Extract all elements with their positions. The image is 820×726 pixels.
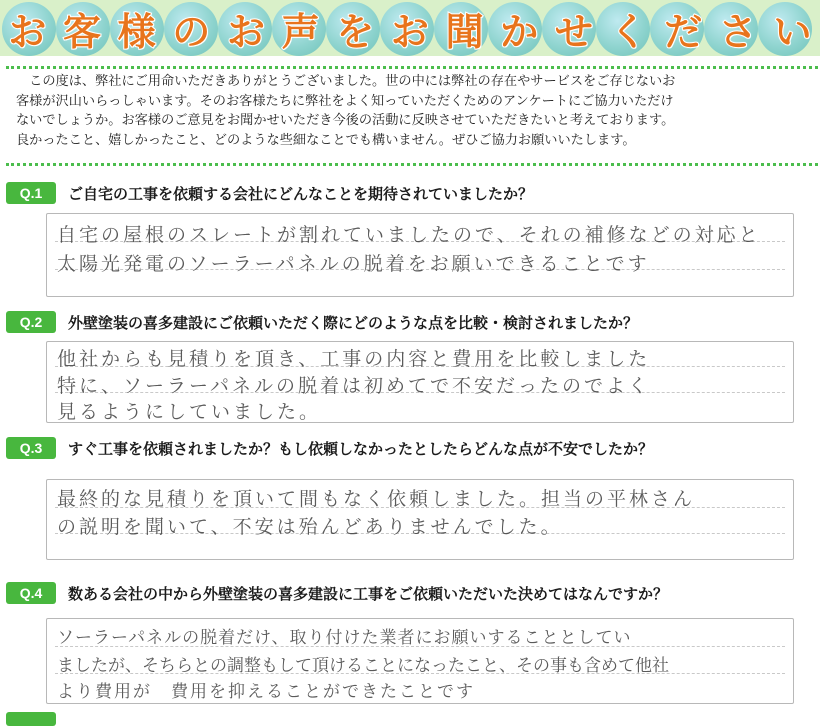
question-badge-1: Q.1 [6,182,56,204]
title-char: く [609,9,648,54]
title-char: を [336,9,375,54]
handwritten-line: 最終的な見積りを頂いて間もなく依頼しました。担当の平林さん [57,488,696,510]
title-char: 様 [117,9,156,54]
answer-box-2 [46,341,794,423]
question-text-4: 数ある会社の中から外壁塗装の喜多建設に工事をご依頼いただいた決めてはなんですか？ [68,585,669,603]
title-char: だ [664,9,703,54]
intro-line: ないでしょうか。お客様のご意見をお聞かせいただき今後の活動に反映させていただきたいと考えております。 [16,113,675,128]
header-band [0,0,820,56]
title-char: 客 [62,9,101,54]
answer-box-4 [46,618,794,704]
handwritten-line: 特に、ソーラーパネルの脱着は初めてで不安だったのでよく [57,375,651,397]
handwritten-line: 太陽光発電のソーラーパネルの脱着をお願いできることです [57,253,650,275]
handwritten-line: 自宅の屋根のスレートが割れていましたので、それの補修などの対応と [57,224,761,246]
handwritten-line: より費用が 費用を抑えることができたことです [57,682,475,702]
question-badge-3: Q.3 [6,437,56,459]
question-text-3: すぐ工事を依頼されましたか？もし依頼しなかったとしたらどんな点が不安でしたか？ [68,440,654,458]
handwritten-line: の説明を聞いて、不安は殆んどありませんでした。 [57,516,563,538]
question-badge-4: Q.4 [6,582,56,604]
intro-line: 良かったこと、嬉しかったこと、どのような些細なことでも構いません。ぜひご協力お願いいたします。 [16,132,636,148]
intro-line: この度は、弊社にご用命いただきありがとうございました。世の中には弊社の存在やサービスをご存じないお [16,74,676,89]
intro-line: 客様が沢山いらっしゃいます。そのお客様たちに弊社をよく知っていただくためのアンケートにご協力いただけ [16,93,674,109]
question-text-2: 外壁塗装の喜多建設にご依頼いただく際にどのような点を比較・検討されましたか？ [68,314,639,332]
intro-text [16,72,820,150]
title-char: 聞 [445,9,484,54]
title-char: お [8,9,47,54]
answer-box-3 [46,479,794,560]
question-text-1: ご自宅の工事を依頼する会社にどんなことを期待されていましたか？ [68,185,534,203]
handwritten-line: 他社からも見積りを頂き、工事の内容と費用を比較しました [57,348,651,370]
title-char: い [773,9,812,54]
answer-box-1 [46,213,794,297]
title-char: の [172,9,211,54]
question-badge-2: Q.2 [6,311,56,333]
title-char: お [390,9,429,54]
next-question-badge [6,712,56,726]
page-title [0,2,820,54]
title-char: 声 [281,9,320,54]
handwritten-line: 見るようにしていました。 [57,401,322,423]
title-char: さ [718,9,757,54]
title-char: お [226,9,265,54]
title-char: か [500,9,539,54]
handwritten-line: ましたが、そちらとの調整もして頂けることになったこと、その事も含めて他社 [57,656,669,676]
title-char: せ [554,9,593,54]
handwritten-line: ソーラーパネルの脱着だけ、取り付けた業者にお願いすることとしてい [57,628,632,648]
